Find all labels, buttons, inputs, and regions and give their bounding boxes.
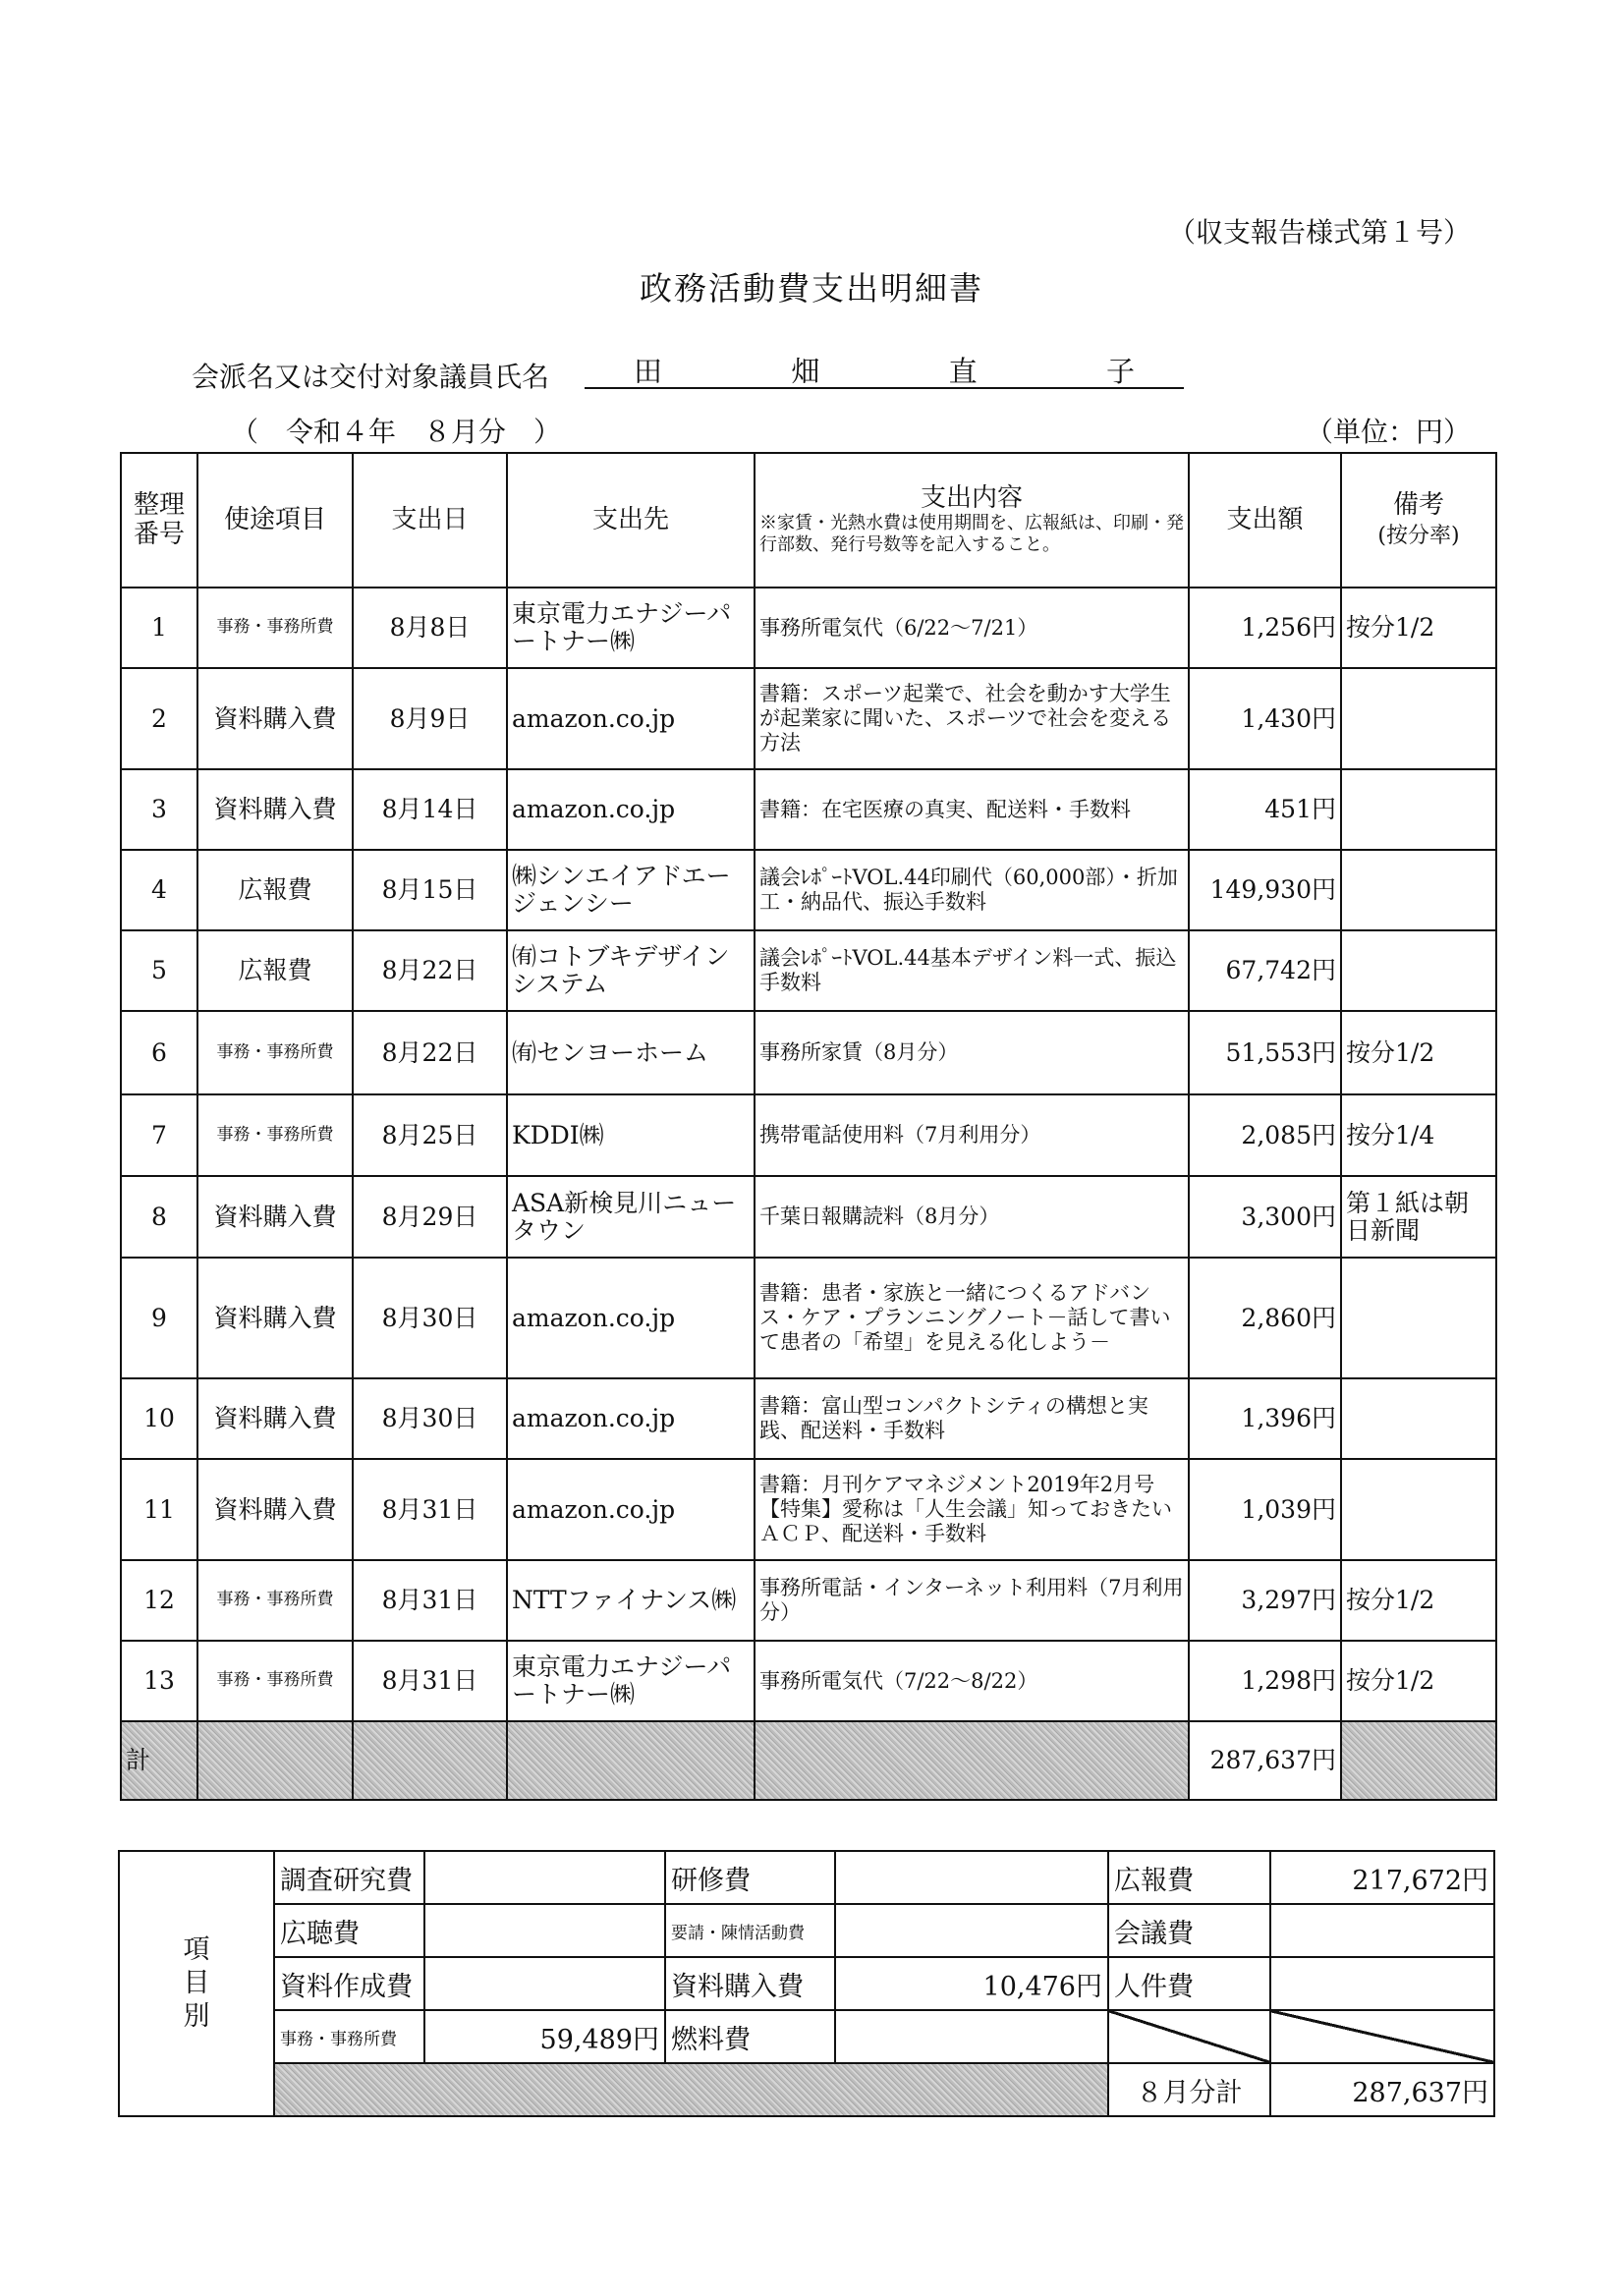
summary-side-label [119,1851,274,2116]
table-row [121,1641,1496,1721]
table-row [121,769,1496,850]
row-payee: amazon.co.jp [507,769,755,850]
row-content: 事務所電話・インターネット利用料（7月利用分） [755,1560,1189,1641]
member-name-char: 直 [948,355,978,388]
row-category: 事務・事務所費 [197,1641,353,1721]
row-amount: 1,396円 [1189,1378,1341,1459]
row-no: 4 [121,850,197,930]
row-category: 資料購入費 [197,1459,353,1560]
table-row [121,1459,1496,1560]
row-content: 議会ﾚﾎﾟｰﾄVOL.44印刷代（60,000部）・折加工・納品代、振込手数料 [755,850,1189,930]
row-remarks [1341,668,1496,769]
header-amount: 支出額 [1189,453,1341,588]
row-date: 8月15日 [353,850,507,930]
period: （ 令和４年 ８月分 ） [231,416,562,448]
row-remarks [1341,850,1496,930]
row-amount: 1,256円 [1189,588,1341,668]
form-number: （収支報告様式第１号） [1167,216,1471,249]
table-row [121,1176,1496,1258]
docs-label: 資料作成費 [274,1957,424,2010]
row-category: 事務・事務所費 [197,1560,353,1641]
meeting-label: 会議費 [1108,1904,1270,1957]
row-content: 事務所家賃（8月分） [755,1011,1189,1094]
fuel-label: 燃料費 [665,2010,835,2063]
row-content: 千葉日報購読料（8月分） [755,1176,1189,1258]
row-no: 7 [121,1094,197,1176]
row-remarks: 按分1/4 [1341,1094,1496,1176]
table-row [121,1011,1496,1094]
row-category: 資料購入費 [197,769,353,850]
training-value [835,1851,1108,1904]
member-name-char: 子 [1105,355,1135,388]
month-total-label: ８月分計 [1108,2063,1270,2116]
header-remarks [1341,453,1496,588]
member-name-char: 畑 [791,355,820,388]
header-payee: 支出先 [507,453,755,588]
row-no: 12 [121,1560,197,1641]
row-date: 8月31日 [353,1560,507,1641]
pr-label: 広報費 [1108,1851,1270,1904]
header-content-note: ※家賃・光熱水費は使用期間を、広報紙は、印刷・発行部数、発行号数等を記入すること。 [759,513,1184,556]
row-remarks: 按分1/2 [1341,1560,1496,1641]
row-content: 書籍：在宅医療の真実、配送料・手数料 [755,769,1189,850]
row-amount: 3,300円 [1189,1176,1341,1258]
table-row [121,1560,1496,1641]
table-row [121,850,1496,930]
table-header-row [121,453,1496,588]
row-amount: 2,860円 [1189,1258,1341,1378]
member-name-label: 会派名又は交付対象議員氏名 [192,361,550,393]
header-remarks-title: 備考 [1392,490,1444,521]
row-date: 8月14日 [353,769,507,850]
research-value [424,1851,665,1904]
row-no: 13 [121,1641,197,1721]
row-remarks [1341,1258,1496,1378]
row-no: 10 [121,1378,197,1459]
office-label: 事務・事務所費 [274,2010,424,2063]
row-date: 8月22日 [353,1011,507,1094]
row-remarks: 第１紙は朝日新聞 [1341,1176,1496,1258]
row-date: 8月31日 [353,1459,507,1560]
row-category: 広報費 [197,930,353,1011]
petition-value [835,1904,1108,1957]
row-category: 事務・事務所費 [197,1094,353,1176]
row-no: 3 [121,769,197,850]
office-value: 59,489円 [424,2010,665,2063]
row-date: 8月30日 [353,1258,507,1378]
hearing-label: 広聴費 [274,1904,424,1957]
header-remarks-sub: (按分率) [1377,523,1460,548]
row-category: 資料購入費 [197,1176,353,1258]
row-payee: amazon.co.jp [507,1258,755,1378]
row-date: 8月25日 [353,1094,507,1176]
summary-row [119,2063,1494,2116]
row-no: 6 [121,1011,197,1094]
shaded-cell [1341,1721,1496,1800]
pr-value: 217,672円 [1270,1851,1494,1904]
total-row [121,1721,1496,1800]
shaded-cell [197,1721,353,1800]
total-amount: 287,637円 [1189,1721,1341,1800]
row-date: 8月22日 [353,930,507,1011]
table-row [121,588,1496,668]
table-row [121,1094,1496,1176]
row-content: 事務所電気代（6/22～7/21） [755,588,1189,668]
row-payee: NTTファイナンス㈱ [507,1560,755,1641]
row-payee: amazon.co.jp [507,1459,755,1560]
row-amount: 67,742円 [1189,930,1341,1011]
diagonal-cell [1108,2010,1270,2063]
row-no: 1 [121,588,197,668]
row-remarks: 按分1/2 [1341,588,1496,668]
row-category: 事務・事務所費 [197,1011,353,1094]
summary-row [119,2010,1494,2063]
staff-label: 人件費 [1108,1957,1270,2010]
header-content [755,453,1189,588]
member-name [585,350,1184,389]
row-category: 広報費 [197,850,353,930]
staff-value [1270,1957,1494,2010]
row-amount: 3,297円 [1189,1560,1341,1641]
row-amount: 1,039円 [1189,1459,1341,1560]
total-label: 計 [121,1721,197,1800]
header-category: 使途項目 [197,453,353,588]
row-category: 事務・事務所費 [197,588,353,668]
summary-side-char: 別 [183,2000,210,2032]
hearing-value [424,1904,665,1957]
row-amount: 1,430円 [1189,668,1341,769]
row-payee: ㈲コトブキデザインシステム [507,930,755,1011]
training-label: 研修費 [665,1851,835,1904]
diagonal-cell [1270,2010,1494,2063]
row-category: 資料購入費 [197,668,353,769]
fuel-value [835,2010,1108,2063]
shaded-cell [353,1721,507,1800]
table-row [121,668,1496,769]
row-remarks: 按分1/2 [1341,1011,1496,1094]
month-total-value: 287,637円 [1270,2063,1494,2116]
row-date: 8月29日 [353,1176,507,1258]
purchase-value: 10,476円 [835,1957,1108,2010]
purchase-label: 資料購入費 [665,1957,835,2010]
row-content: 書籍：月刊ケアマネジメント2019年2月号【特集】愛称は「人生会議」知っておきたいＡＣＰ、配送料・手数料 [755,1459,1189,1560]
row-payee: KDDI㈱ [507,1094,755,1176]
shaded-cell [507,1721,755,1800]
table-row [121,1378,1496,1459]
row-amount: 51,553円 [1189,1011,1341,1094]
summary-row [119,1851,1494,1904]
row-date: 8月31日 [353,1641,507,1721]
row-category: 資料購入費 [197,1258,353,1378]
expense-table [120,452,1497,1801]
row-content: 事務所電気代（7/22～8/22） [755,1641,1189,1721]
row-no: 11 [121,1459,197,1560]
row-remarks: 按分1/2 [1341,1641,1496,1721]
member-name-char: 田 [634,355,663,388]
row-payee: ㈱シンエイアドエージェンシー [507,850,755,930]
row-date: 8月9日 [353,668,507,769]
row-content: 書籍：患者・家族と一緒につくるアドバンス・ケア・プランニングノート－話して書いて患者の「希望」を見える化しよう－ [755,1258,1189,1378]
row-amount: 149,930円 [1189,850,1341,930]
row-no: 2 [121,668,197,769]
row-content: 書籍：富山型コンパクトシティの構想と実践、配送料・手数料 [755,1378,1189,1459]
row-payee: 東京電力エナジーパートナー㈱ [507,1641,755,1721]
row-content: 携帯電話使用料（7月利用分） [755,1094,1189,1176]
document-title: 政務活動費支出明細書 [640,269,983,308]
row-amount: 1,298円 [1189,1641,1341,1721]
row-no: 8 [121,1176,197,1258]
header-no: 整理番号 [121,453,197,588]
row-no: 9 [121,1258,197,1378]
meeting-value [1270,1904,1494,1957]
row-payee: ㈲センヨーホーム [507,1011,755,1094]
row-payee: amazon.co.jp [507,668,755,769]
row-date: 8月8日 [353,588,507,668]
summary-row [119,1904,1494,1957]
row-content: 議会ﾚﾎﾟｰﾄVOL.44基本デザイン料一式、振込手数料 [755,930,1189,1011]
shaded-cell [274,2063,1108,2116]
row-remarks [1341,930,1496,1011]
row-remarks [1341,1459,1496,1560]
summary-side-char: 項 [183,1934,210,1966]
summary-side-char: 目 [183,1968,210,1999]
row-content: 書籍：スポーツ起業で、社会を動かす大学生が起業家に聞いた、スポーツで社会を変える方法 [755,668,1189,769]
header-content-title: 支出内容 [920,483,1023,514]
row-no: 5 [121,930,197,1011]
summary-row [119,1957,1494,2010]
row-amount: 451円 [1189,769,1341,850]
shaded-cell [755,1721,1189,1800]
docs-value [424,1957,665,2010]
row-remarks [1341,769,1496,850]
petition-label: 要請・陳情活動費 [665,1904,835,1957]
research-label: 調査研究費 [274,1851,424,1904]
row-category: 資料購入費 [197,1378,353,1459]
row-amount: 2,085円 [1189,1094,1341,1176]
header-date: 支出日 [353,453,507,588]
row-payee: amazon.co.jp [507,1378,755,1459]
table-row [121,1258,1496,1378]
row-date: 8月30日 [353,1378,507,1459]
table-row [121,930,1496,1011]
row-payee: ASA新検見川ニュータウン [507,1176,755,1258]
summary-table [118,1850,1495,2117]
row-payee: 東京電力エナジーパートナー㈱ [507,588,755,668]
unit-label: （単位：円） [1305,416,1471,448]
row-remarks [1341,1378,1496,1459]
